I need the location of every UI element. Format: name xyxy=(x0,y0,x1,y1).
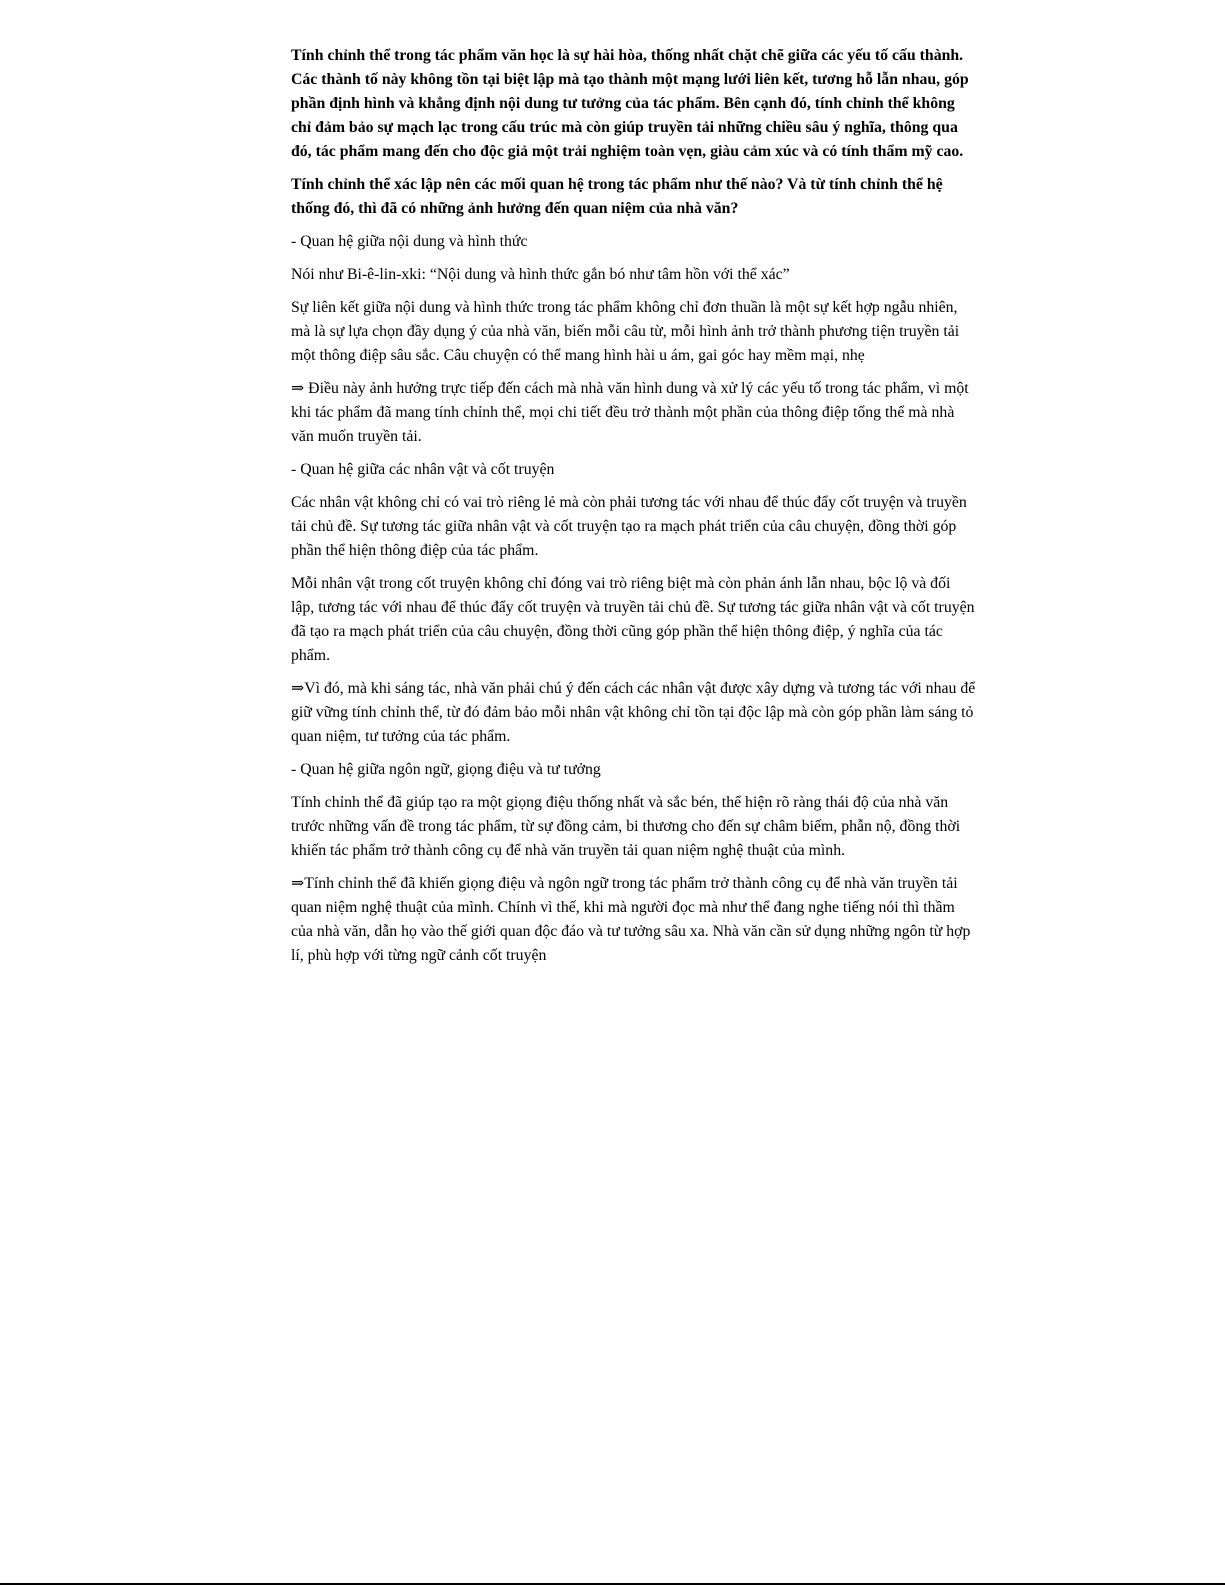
body-paragraph: Mỗi nhân vật trong cốt truyện không chỉ đóng vai trò riêng biệt mà còn phản ánh lẫn nhau, bộc lộ và đối lập, tương tác với nhau để thúc đẩy cốt truyện và truyền tải chủ đề. Sự tương tác giữa nhân vật và cốt truyện đã tạo ra mạch phát triển của câu chuyện, đồng thời cũng góp phần thể hiện thông điệp, ý nghĩa của tác phẩm. xyxy=(291,575,975,664)
quote-belinsky: Nói như Bi-ê-lin-xki: “Nội dung và hình thức gắn bó như tâm hồn với thể xác” xyxy=(291,266,790,283)
body-paragraph: Tính chỉnh thể đã giúp tạo ra một giọng điệu thống nhất và sắc bén, thể hiện rõ ràng thái độ của nhà văn trước những vấn đề trong tác phẩm, từ sự đồng cảm, bi thương cho đến sự châm biếm, phẫn nộ, đồng thời khiến tác phẩm trở thành công cụ để nhà văn truyền tải quan niệm nghệ thuật của mình. xyxy=(291,794,961,859)
document-body xyxy=(291,44,977,977)
body-paragraph: Sự liên kết giữa nội dung và hình thức trong tác phẩm không chỉ đơn thuần là một sự kết hợp ngẫu nhiên, mà là sự lựa chọn đầy dụng ý của nhà văn, biến mỗi câu từ, mỗi hình ảnh trở thành phương tiện truyền tải một thông điệp sâu sắc. Câu chuyện có thể mang hình hài u ám, gai góc hay mềm mại, nhẹ xyxy=(291,299,960,364)
conclusion-paragraph: ⇒Tính chỉnh thể đã khiến giọng điệu và ngôn ngữ trong tác phẩm trở thành công cụ để nhà văn truyền tải quan niệm nghệ thuật của mình. Chính vì thế, khi mà người đọc mà như thể đang nghe tiếng nói thì thầm của nhà văn, dẫn họ vào thế giới quan độc đáo và tư tưởng sâu xa. Nhà văn cần sử dụng những ngôn từ hợp lí, phù hợp với từng ngữ cảnh cốt truyện xyxy=(291,875,971,964)
body-paragraph: Các nhân vật không chỉ có vai trò riêng lẻ mà còn phải tương tác với nhau để thúc đẩy cốt truyện và truyền tải chủ đề. Sự tương tác giữa nhân vật và cốt truyện tạo ra mạch phát triển của câu chuyện, đồng thời góp phần thể hiện thông điệp của tác phẩm. xyxy=(291,494,967,559)
conclusion-paragraph: ⇒ Điều này ảnh hưởng trực tiếp đến cách mà nhà văn hình dung và xử lý các yếu tố trong tác phẩm, vì một khi tác phẩm đã mang tính chỉnh thể, mọi chi tiết đều trở thành một phần của thông điệp tổng thể mà nhà văn muốn truyền tải. xyxy=(291,380,969,445)
section-heading-language-tone: - Quan hệ giữa ngôn ngữ, giọng điệu và tư tưởng xyxy=(291,761,601,778)
section-heading-content-form: - Quan hệ giữa nội dung và hình thức xyxy=(291,233,528,250)
intro-paragraph: Tính chỉnh thể trong tác phẩm văn học là sự hài hòa, thống nhất chặt chẽ giữa các yếu tố cấu thành. Các thành tố này không tồn tại biệt lập mà tạo thành một mạng lưới liên kết, tương hỗ lẫn nhau, góp phần định hình và khẳng định nội dung tư tưởng của tác phẩm. Bên cạnh đó, tính chỉnh thể không chỉ đảm bảo sự mạch lạc trong cấu trúc mà còn giúp truyền tải những chiều sâu ý nghĩa, thông qua đó, tác phẩm mang đến cho độc giả một trải nghiệm toàn vẹn, giàu cảm xúc và có tính thẩm mỹ cao. xyxy=(291,47,969,160)
section-heading-characters-plot: - Quan hệ giữa các nhân vật và cốt truyện xyxy=(291,461,555,478)
conclusion-paragraph: ⇒Vì đó, mà khi sáng tác, nhà văn phải chú ý đến cách các nhân vật được xây dựng và tương tác với nhau để giữ vững tính chỉnh thể, từ đó đảm bảo mỗi nhân vật không chỉ tồn tại độc lập mà còn góp phần làm sáng tỏ quan niệm, tư tưởng của tác phẩm. xyxy=(291,680,976,745)
guiding-question: Tính chỉnh thể xác lập nên các mối quan hệ trong tác phẩm như thế nào? Và từ tính chỉnh thể hệ thống đó, thì đã có những ảnh hưởng đến quan niệm của nhà văn? xyxy=(291,176,943,217)
